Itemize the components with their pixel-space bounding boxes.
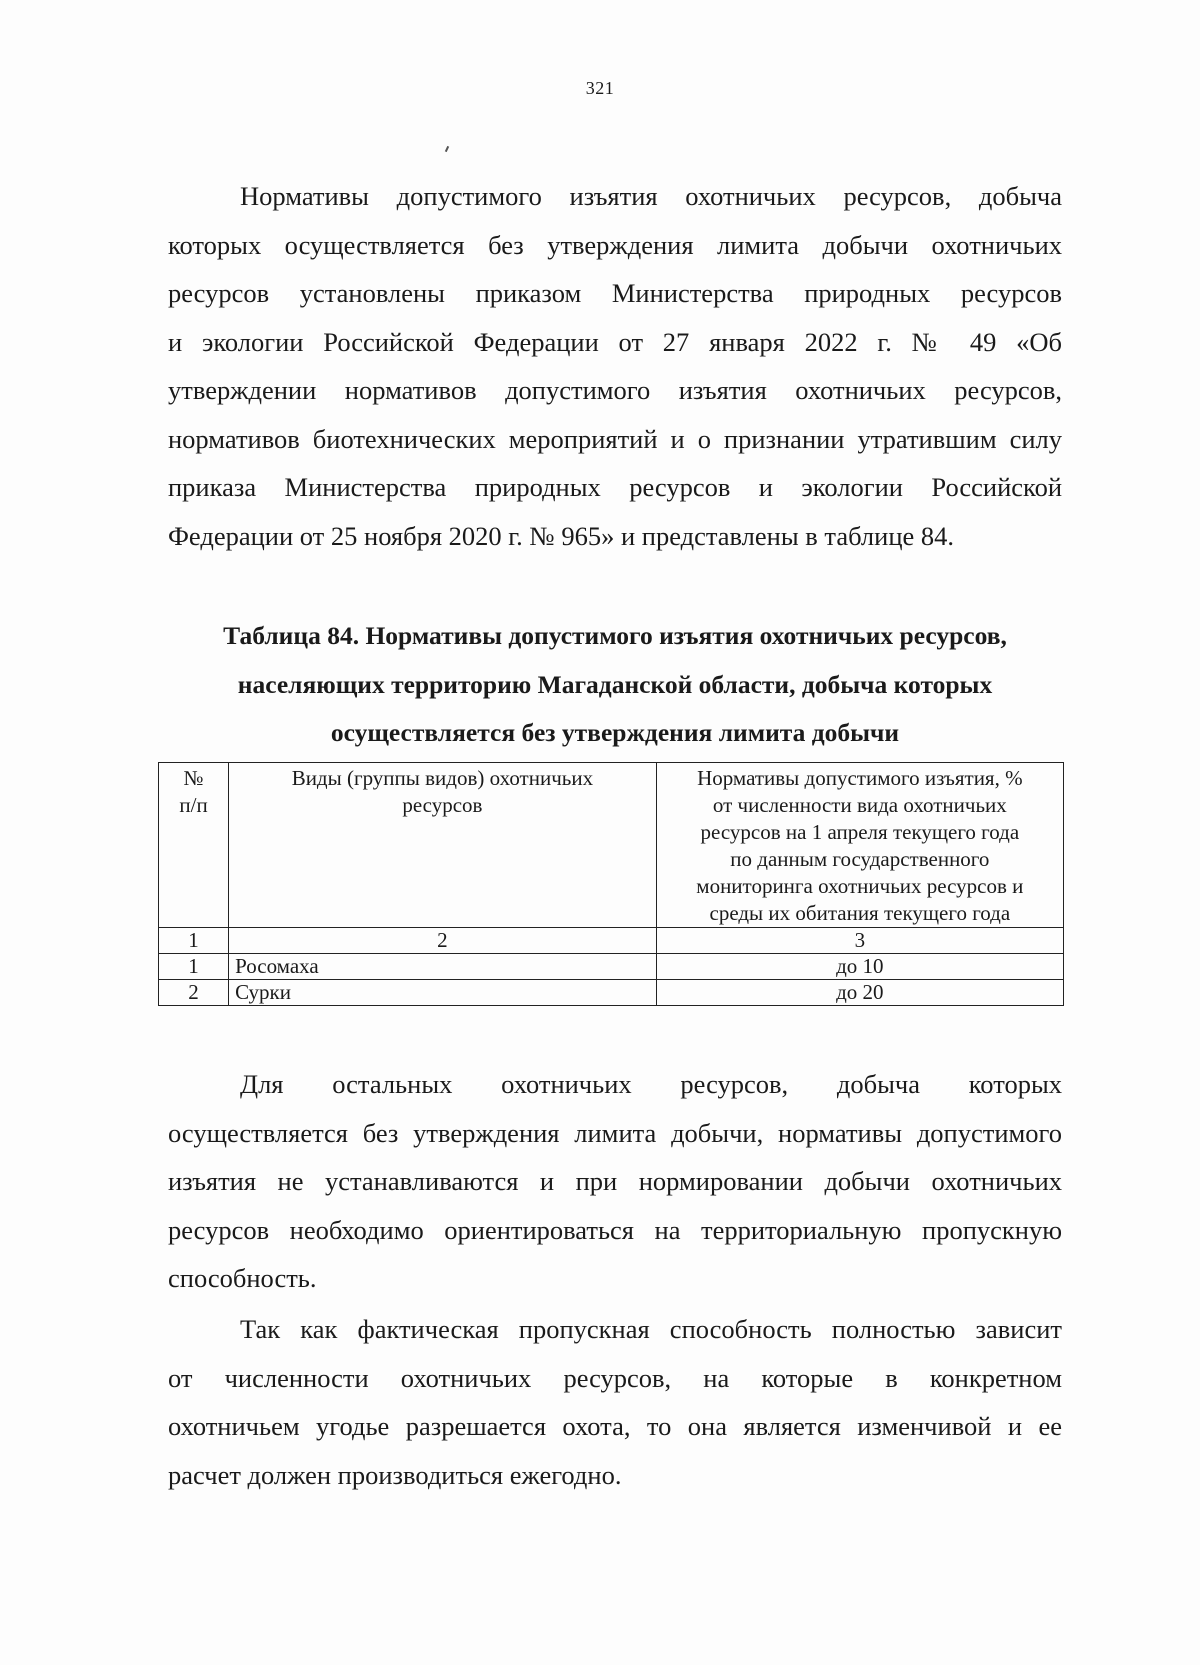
paragraph-line: Для остальных охотничьих ресурсов, добыча которых bbox=[240, 1069, 1062, 1099]
scan-speck bbox=[445, 146, 449, 152]
row-species: Сурки bbox=[229, 980, 657, 1006]
header-norm-line: мониторинга охотничьих ресурсов и bbox=[696, 874, 1024, 898]
header-norm-line: Нормативы допустимого изъятия, % bbox=[697, 766, 1023, 790]
paragraph-line: от численности охотничьих ресурсов, на которые в конкретном bbox=[168, 1362, 1062, 1393]
norms-table bbox=[158, 762, 1064, 1006]
caption-line: осуществляется без утверждения лимита добычи bbox=[330, 718, 900, 747]
header-num-line: п/п bbox=[179, 793, 208, 817]
row-norm: до 10 bbox=[656, 954, 1063, 980]
paragraph-line: расчет должен производиться ежегодно. bbox=[168, 1459, 622, 1490]
table-row bbox=[159, 954, 1064, 980]
row-norm: до 20 bbox=[656, 980, 1063, 1006]
column-index-cell: 2 bbox=[229, 928, 657, 954]
paragraph-line: охотничьем угодье разрешается охота, то она является изменчивой и ее bbox=[168, 1411, 1062, 1441]
table-caption bbox=[150, 612, 1080, 758]
paragraph-line: Нормативы допустимого изъятия охотничьих ресурсов, добыча bbox=[240, 181, 1062, 211]
row-num: 2 bbox=[159, 980, 229, 1006]
paragraph-line: и экологии Российской Федерации от 27 января 2022 г. № 49 «Об bbox=[168, 326, 1062, 357]
table-row bbox=[159, 980, 1064, 1006]
header-norm-line: среды их обитания текущего года bbox=[709, 901, 1011, 925]
intro-paragraph bbox=[168, 172, 1062, 560]
header-species-line: Виды (группы видов) охотничьих bbox=[291, 766, 594, 790]
header-norm-line: от численности вида охотничьих bbox=[712, 793, 1007, 817]
paragraph-line: которых осуществляется без утверждения лимита добычи охотничьих bbox=[168, 229, 1062, 260]
header-species-line: ресурсов bbox=[402, 793, 483, 817]
header-norm-line: по данным государственного bbox=[730, 847, 990, 871]
caption-line: населяющих территорию Магаданской области, добыча которых bbox=[237, 669, 993, 699]
paragraph-line: утверждении нормативов допустимого изъятия охотничьих ресурсов, bbox=[168, 375, 1062, 405]
column-index-cell: 1 bbox=[159, 928, 229, 954]
column-index-row bbox=[159, 928, 1064, 954]
paragraph-line: изъятия не устанавливаются и при нормировании добычи охотничьих bbox=[168, 1166, 1062, 1196]
caption-line: Таблица 84. Нормативы допустимого изъятия охотничьих ресурсов, bbox=[223, 621, 1007, 650]
header-num bbox=[159, 763, 229, 928]
paragraph-line: ресурсов необходимо ориентироваться на территориальную пропускную bbox=[168, 1214, 1062, 1245]
page-number: 321 bbox=[585, 78, 615, 98]
paragraph-line: ресурсов установлены приказом Министерства природных ресурсов bbox=[168, 278, 1062, 308]
paragraph-line: приказа Министерства природных ресурсов и экологии Российской bbox=[168, 472, 1062, 502]
paragraph-line: способность. bbox=[168, 1263, 317, 1293]
column-index-cell: 3 bbox=[656, 928, 1063, 954]
paragraph-line: нормативов биотехнических мероприятий и о признании утратившим силу bbox=[168, 423, 1062, 454]
paragraph-line: Федерации от 25 ноября 2020 г. № 965» и представлены в таблице 84. bbox=[168, 520, 955, 551]
header-num-line: № bbox=[183, 766, 204, 790]
capacity-paragraph bbox=[168, 1305, 1062, 1499]
paragraph-line: осуществляется без утверждения лимита добычи, нормативы допустимого bbox=[168, 1117, 1062, 1148]
row-num: 1 bbox=[159, 954, 229, 980]
remaining-resources-paragraph bbox=[168, 1060, 1062, 1303]
header-norm bbox=[656, 763, 1063, 928]
header-species bbox=[229, 763, 657, 928]
header-norm-line: ресурсов на 1 апреля текущего года bbox=[700, 820, 1020, 844]
table-header-row bbox=[159, 763, 1064, 928]
paragraph-line: Так как фактическая пропускная способность полностью зависит bbox=[240, 1314, 1062, 1344]
row-species: Росомаха bbox=[229, 954, 657, 980]
